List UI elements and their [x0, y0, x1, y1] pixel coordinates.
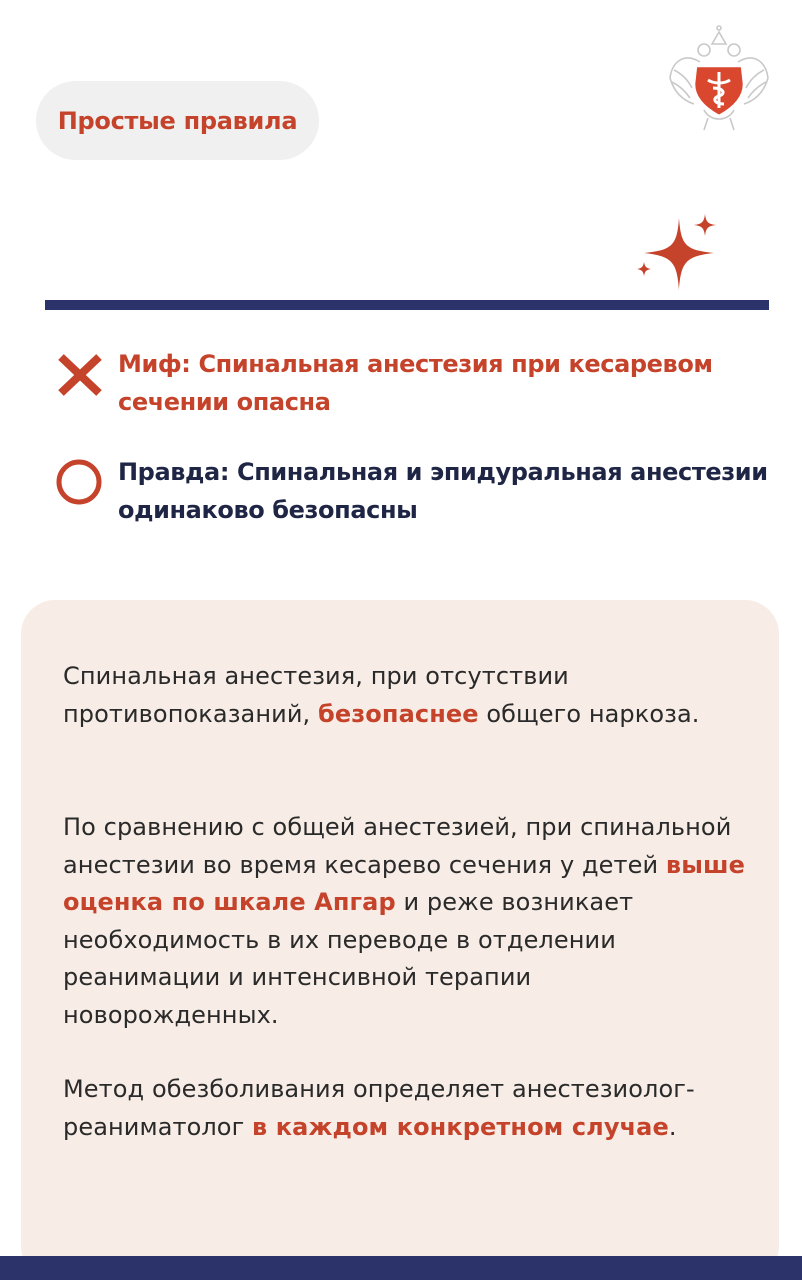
category-tag [36, 81, 319, 160]
highlight-text: в каждом конкретном случае [252, 1112, 669, 1141]
text: Спинальная анестезия, при отсутствии противопоказаний, [63, 662, 569, 728]
myth-text: Миф: Спинальная анестезия при кесаревом сечении опасна [118, 350, 713, 416]
highlight-text: выше оценка по шкале Апгар [63, 850, 745, 916]
circle-icon [55, 457, 105, 507]
category-tag-label: Простые правила [57, 106, 298, 135]
text: общего наркоза. [478, 699, 700, 728]
text: и реже возникает необходимость в их переводе в отделении реанимации и интенсивной терапии новорожденных. [63, 888, 634, 1029]
paragraph-method [63, 1071, 753, 1146]
cross-icon [55, 349, 105, 399]
paragraph-apgar [63, 809, 753, 1034]
footer-bar [0, 1256, 802, 1280]
ministry-of-health-emblem-icon [664, 22, 774, 134]
text: По сравнению с общей анестезией, при спинальной анестезии во время кесарево сечения у детей [63, 813, 732, 879]
explanation-card [21, 600, 779, 1280]
divider-line [45, 300, 769, 310]
text: Метод обезболивания определяет анестезиолог-реаниматолог [63, 1075, 695, 1141]
sparkles-icon [630, 210, 730, 300]
paragraph-safety [63, 658, 753, 733]
myth-statement [55, 345, 775, 425]
text: . [668, 1112, 677, 1141]
truth-text: Правда: Спинальная и эпидуральная анестезии одинаково безопасны [118, 458, 768, 524]
highlight-text: безопаснее [318, 699, 479, 728]
truth-statement [55, 453, 775, 533]
